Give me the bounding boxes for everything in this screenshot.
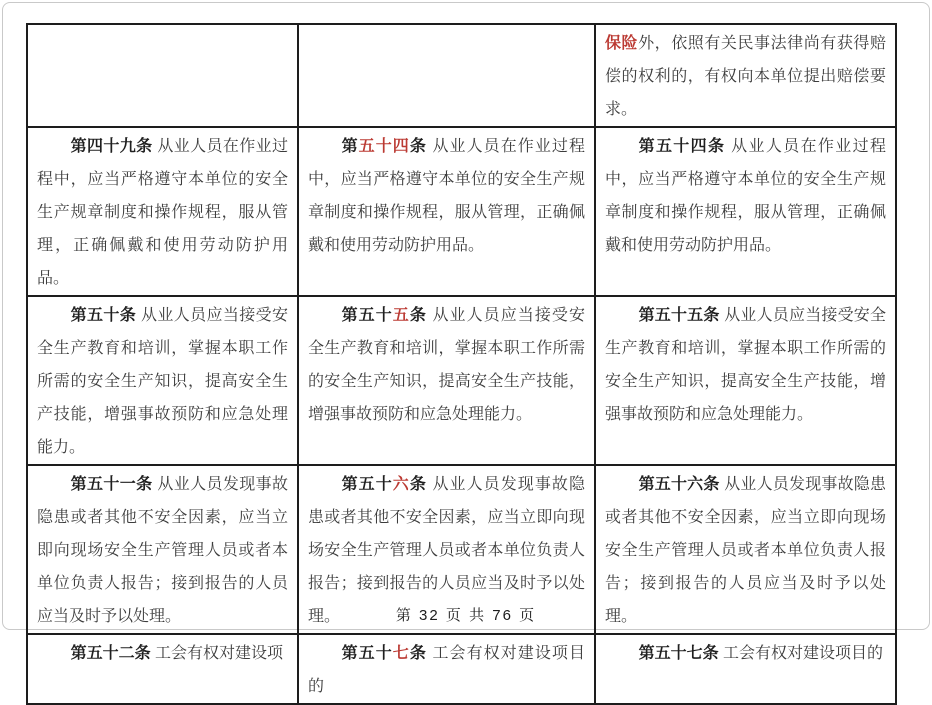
text-segment: 条	[409, 645, 427, 662]
table-cell-empty	[27, 24, 298, 127]
table-cell	[595, 127, 896, 296]
text-segment: 第五十	[341, 307, 393, 324]
document-page	[2, 2, 930, 695]
text-segment: 工会有权对建设项目的	[718, 645, 884, 662]
text-segment: 第五十四条	[638, 138, 726, 155]
table-cell	[27, 296, 298, 465]
text-segment: 从业人员发现事故隐患或者其他不安全因素，应当立即向现场安全生产管理人员或者本单位负责人报告；接到报告的人员应当及时予以处理。	[605, 476, 886, 625]
table-cell	[595, 24, 896, 127]
text-segment: 工会有权对建设项	[150, 645, 284, 662]
table-cell	[298, 296, 595, 465]
text-segment: 条	[409, 307, 427, 324]
text-segment: 外，依照有关民事法律尚有获得赔偿的权利的，有权向本单位提出赔偿要求。	[605, 35, 886, 118]
changed-text-highlight: 五十四	[358, 138, 410, 155]
table-cell	[595, 296, 896, 465]
text-segment: 从业人员应当接受安全生产教育和培训，掌握本职工作所需的安全生产知识，提高安全生产技能，增强事故预防和应急处理能力。	[605, 307, 886, 423]
article-54-text	[605, 130, 886, 262]
table-cell	[27, 634, 298, 704]
text-segment: 第五十条	[70, 307, 137, 324]
text-segment: 第五十	[341, 476, 393, 493]
text-segment: 第五十六条	[638, 476, 720, 493]
changed-text-highlight: 六	[392, 476, 410, 493]
article-49-text	[37, 130, 288, 295]
table-row	[27, 634, 896, 704]
article-54-draft-text	[308, 130, 585, 262]
text-segment: 第	[341, 138, 359, 155]
changed-text-highlight: 五	[392, 307, 410, 324]
text-segment: 从业人员应当接受安全生产教育和培训，掌握本职工作所需的安全生产知识，提高安全生产技能，增强事故预防和应急处理能力。	[308, 307, 585, 423]
table-cell-empty	[298, 24, 595, 127]
page-number: 第 32 页 共 76 页	[395, 607, 537, 624]
text-segment: 第五十二条	[70, 645, 151, 662]
text-segment: 第五十五条	[638, 307, 720, 324]
table-row	[27, 24, 896, 127]
text-segment: 条	[409, 138, 427, 155]
table-cell	[595, 634, 896, 704]
article-text-continuation	[605, 27, 886, 126]
changed-text-highlight: 七	[392, 645, 410, 662]
table-cell	[298, 634, 595, 704]
text-segment: 第四十九条	[70, 138, 153, 155]
law-comparison-table	[26, 23, 897, 705]
text-segment: 从业人员发现事故隐患或者其他不安全因素，应当立即向现场安全生产管理人员或者本单位负责人报告；接到报告的人员应当及时予以处理。	[308, 476, 585, 625]
article-57-text	[605, 637, 886, 670]
text-segment: 从业人员应当接受安全生产教育和培训，掌握本职工作所需的安全生产知识，提高安全生产技能，增强事故预防和应急处理能力。	[37, 307, 288, 456]
article-55-text	[605, 299, 886, 431]
article-57-draft-text	[308, 637, 585, 703]
text-segment: 第五十一条	[70, 476, 153, 493]
article-55-draft-text	[308, 299, 585, 431]
text-segment: 从业人员在作业过程中，应当严格遵守本单位的安全生产规章制度和操作规程，服从管理，正确佩戴和使用劳动防护用品。	[37, 138, 288, 287]
table-cell	[27, 127, 298, 296]
text-segment: 工会有权对建设项目的	[308, 645, 585, 695]
article-52-text	[37, 637, 288, 670]
table-row	[27, 296, 896, 465]
changed-text-highlight: 保险	[605, 35, 639, 52]
article-50-text	[37, 299, 288, 464]
text-segment: 第五十七条	[638, 645, 719, 662]
text-segment: 条	[409, 476, 427, 493]
text-segment: 从业人员在作业过程中，应当严格遵守本单位的安全生产规章制度和操作规程，服从管理，正确佩戴和使用劳动防护用品。	[605, 138, 886, 254]
text-segment: 从业人员在作业过程中，应当严格遵守本单位的安全生产规章制度和操作规程，服从管理，正确佩戴和使用劳动防护用品。	[308, 138, 585, 254]
text-segment: 从业人员发现事故隐患或者其他不安全因素，应当立即向现场安全生产管理人员或者本单位负责人报告；接到报告的人员应当及时予以处理。	[37, 476, 288, 625]
table-cell	[298, 127, 595, 296]
table-row	[27, 127, 896, 296]
text-segment: 第五十	[341, 645, 393, 662]
